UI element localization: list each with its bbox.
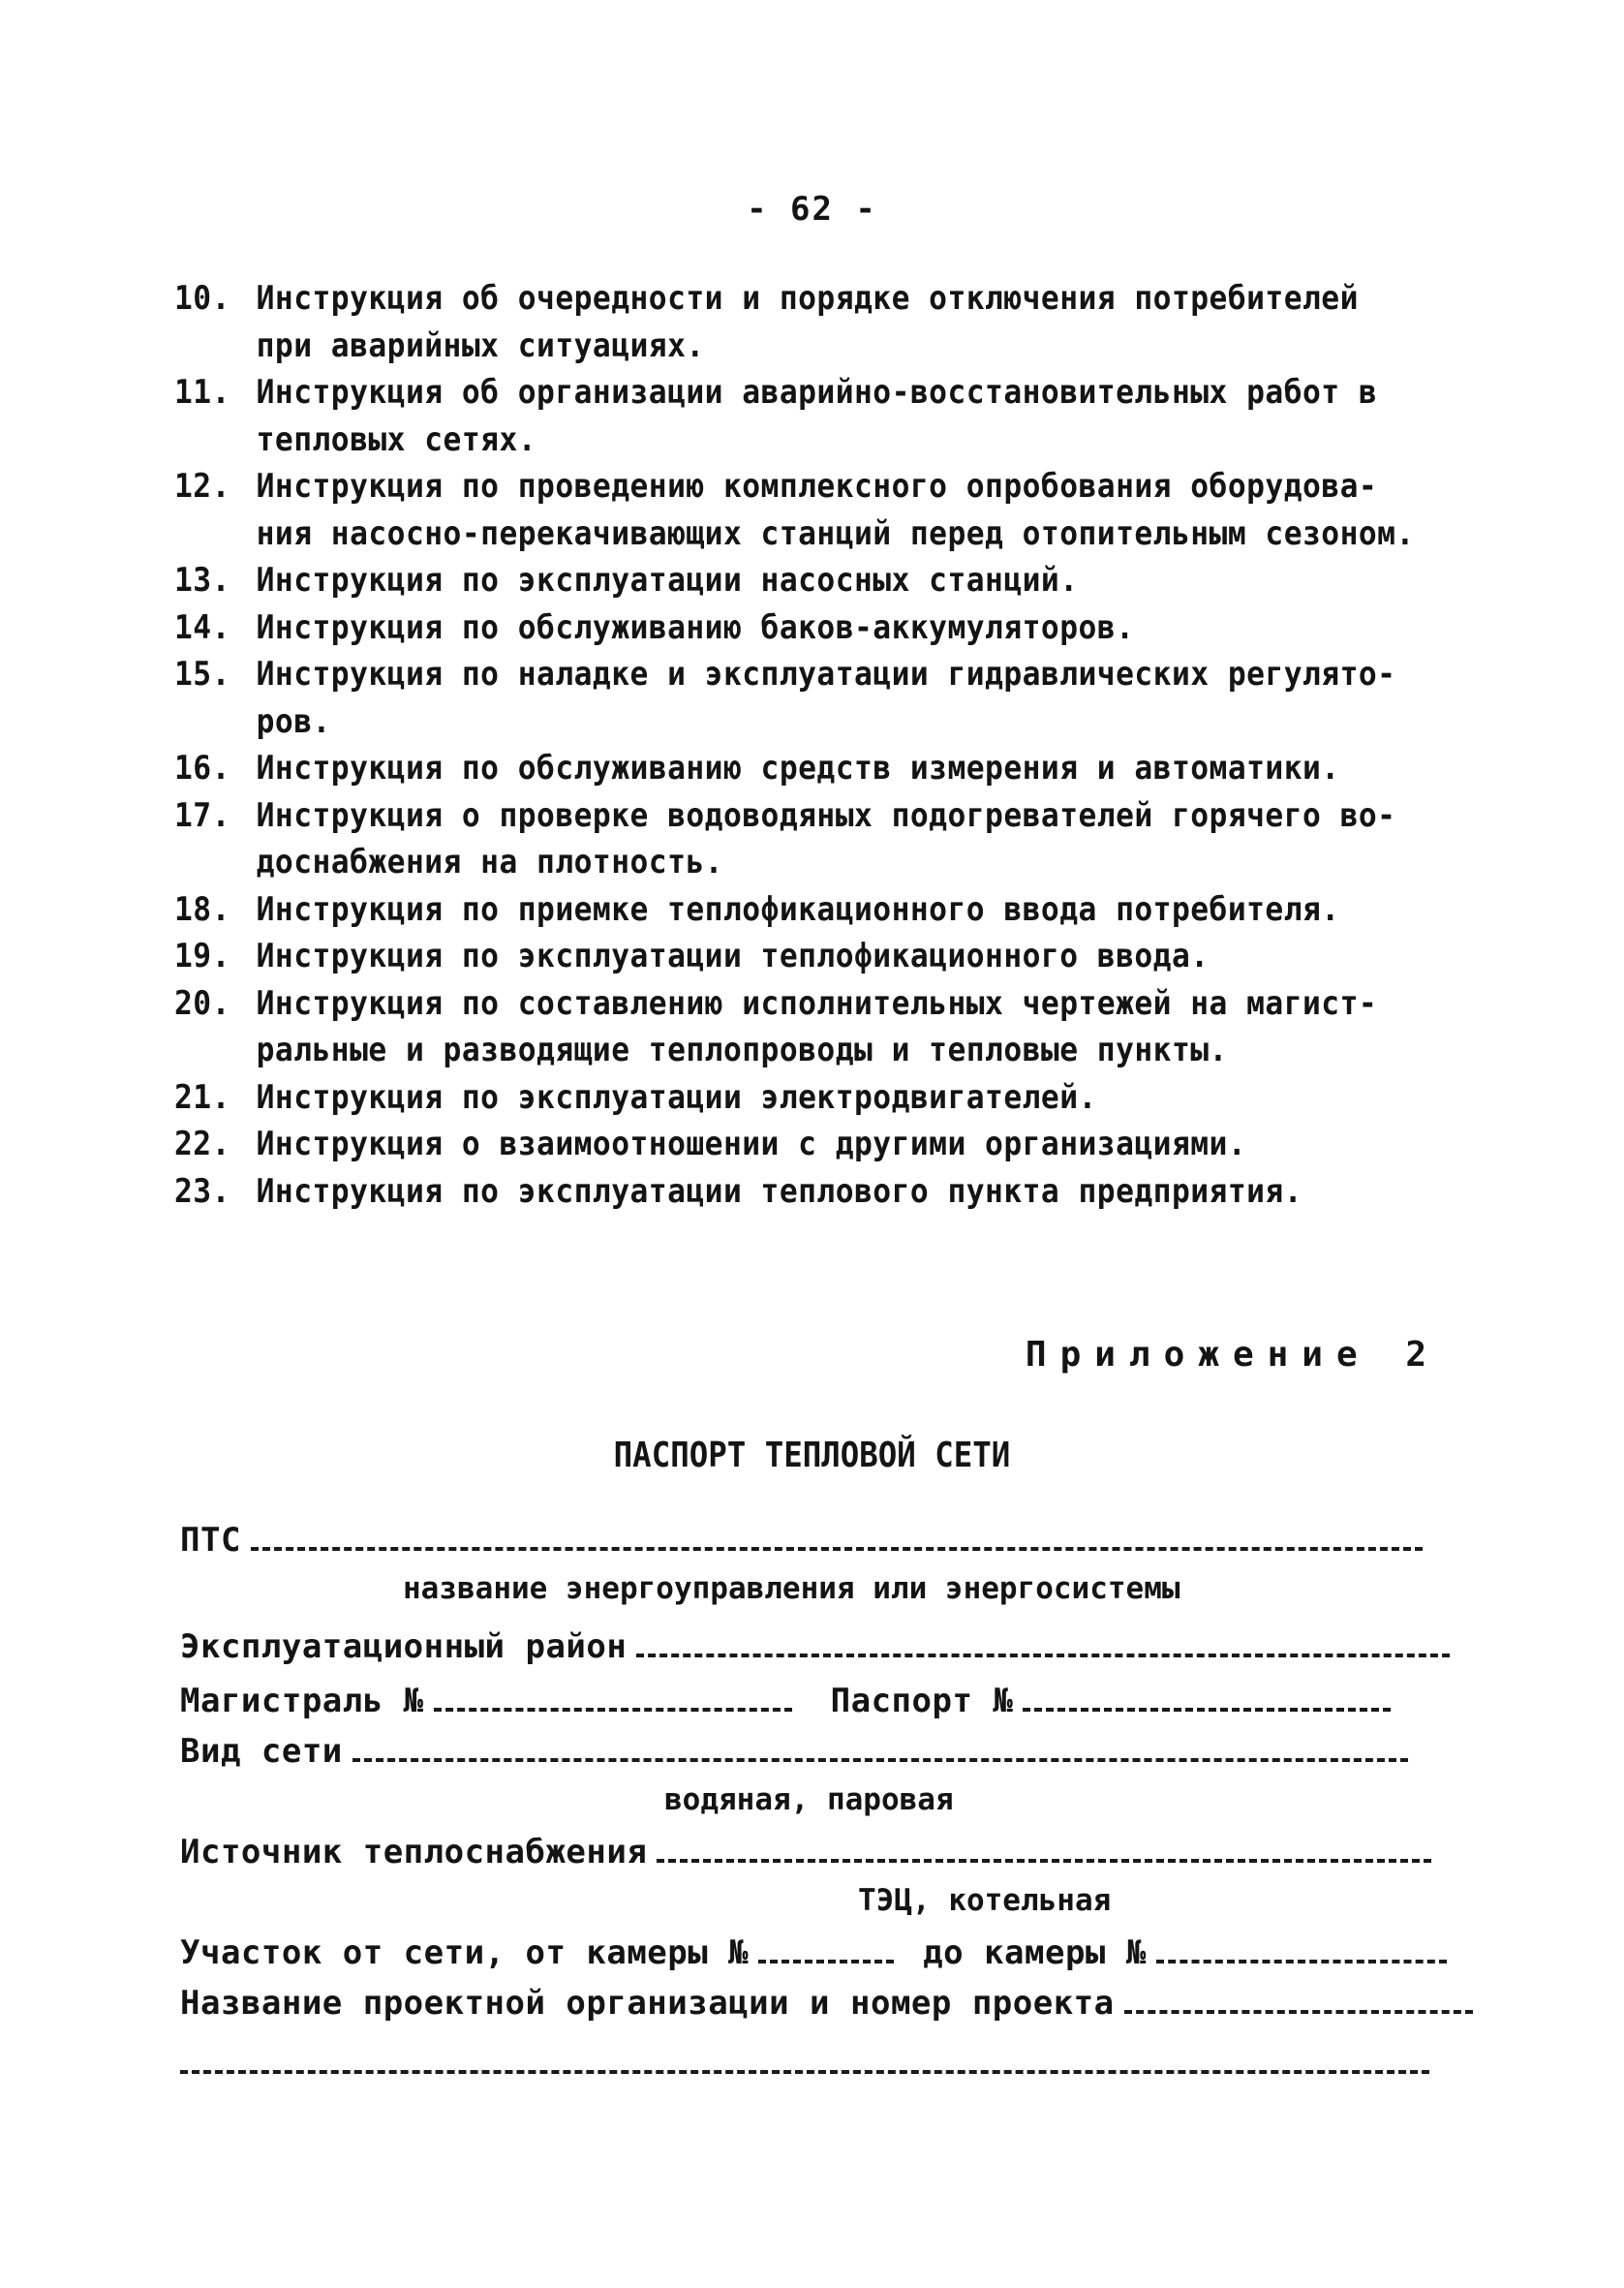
list-item xyxy=(174,557,1368,604)
list-item xyxy=(174,651,1396,745)
item-text: Инструкция по составлению исполнительных чертежей на магист- xyxy=(256,983,1378,1023)
list-item xyxy=(174,1121,1368,1168)
item-text: Инструкция о проверке водоводяных подогревателей горячего во- xyxy=(256,795,1396,835)
list-item xyxy=(174,1168,1368,1216)
item-text: Инструкция по эксплуатации теплофикационного ввода. xyxy=(256,937,1210,975)
page-number: - 62 - xyxy=(747,190,877,229)
network-type-caption: водяная, паровая xyxy=(664,1782,954,1817)
form-title: ПАСПОРТ ТЕПЛОВОЙ СЕТИ xyxy=(613,1436,1011,1475)
appendix-label: Приложение 2 xyxy=(1025,1335,1440,1375)
item-number: 20. xyxy=(174,983,230,1023)
pts-caption: название энергоуправления или энергосистемы xyxy=(403,1571,1180,1606)
source-caption: ТЭЦ, котельная xyxy=(858,1883,1112,1918)
item-number: 13. xyxy=(174,561,230,600)
design-org-label: Название проектной организации и номер проекта xyxy=(180,1984,1115,2023)
from-chamber-field[interactable] xyxy=(758,1960,894,1963)
instruction-list xyxy=(174,275,1472,1215)
network-type-label: Вид сети xyxy=(180,1732,343,1771)
item-number: 16. xyxy=(174,749,230,788)
pts-label: ПТС xyxy=(180,1521,241,1560)
design-org-continuation-row xyxy=(180,2044,1429,2083)
item-text: Инструкция по эксплуатации электродвигателей. xyxy=(256,1077,1097,1117)
list-item xyxy=(174,745,1368,792)
item-text-continued: доснабжения на плотность. xyxy=(256,843,723,881)
design-org-field-continued[interactable] xyxy=(180,2070,1429,2074)
district-label: Эксплуатационный район xyxy=(180,1627,628,1666)
network-type-row xyxy=(180,1732,1408,1771)
item-number: 15. xyxy=(174,655,230,694)
item-text: Инструкция по приемке теплофикационного ввода потребителя. xyxy=(256,889,1340,929)
to-chamber-label: до камеры № xyxy=(923,1933,1147,1972)
design-org-row xyxy=(180,1984,1473,2023)
item-number: 14. xyxy=(174,607,230,647)
item-text: Инструкция об организации аварийно-восстановительных работ в xyxy=(256,373,1378,412)
item-text-continued: ров. xyxy=(256,701,331,741)
list-item xyxy=(174,933,1368,980)
main-passport-row xyxy=(180,1682,1391,1720)
item-number: 10. xyxy=(174,279,230,318)
pts-field[interactable] xyxy=(251,1547,1423,1551)
list-item xyxy=(174,980,1378,1074)
list-item xyxy=(174,463,1415,557)
design-org-field[interactable] xyxy=(1124,2010,1473,2014)
item-number: 21. xyxy=(174,1077,230,1117)
to-chamber-field[interactable] xyxy=(1156,1960,1447,1963)
item-text: Инструкция по обслуживанию баков-аккумуляторов. xyxy=(256,607,1135,647)
list-item xyxy=(174,1074,1368,1122)
list-item xyxy=(174,604,1368,652)
item-number: 11. xyxy=(174,373,230,412)
item-text: Инструкция по проведению комплексного опробования оборудова- xyxy=(256,467,1378,506)
item-number: 22. xyxy=(174,1125,230,1163)
item-number: 19. xyxy=(174,937,230,975)
source-field[interactable] xyxy=(657,1859,1431,1863)
main-label: Магистраль № xyxy=(180,1682,424,1720)
item-text-continued: ральные и разводящие теплопроводы и тепловые пункты. xyxy=(256,1031,1228,1069)
district-field[interactable] xyxy=(636,1654,1450,1657)
item-text: Инструкция о взаимоотношении с другими организациями. xyxy=(256,1125,1247,1163)
list-item xyxy=(174,886,1368,934)
source-row xyxy=(180,1833,1431,1871)
passport-field[interactable] xyxy=(1023,1708,1391,1712)
item-text-continued: при аварийных ситуациях. xyxy=(256,325,705,365)
section-row xyxy=(180,1933,1447,1972)
item-text-continued: тепловых сетях. xyxy=(256,419,537,459)
item-text: Инструкция по эксплуатации насосных станций. xyxy=(256,561,1079,600)
passport-label: Паспорт № xyxy=(830,1682,1014,1720)
item-number: 17. xyxy=(174,795,230,835)
item-number: 23. xyxy=(174,1171,230,1211)
main-field[interactable] xyxy=(434,1708,792,1712)
source-label: Источник теплоснабжения xyxy=(180,1833,648,1871)
section-label: Участок от сети, от камеры № xyxy=(180,1933,750,1972)
network-type-field[interactable] xyxy=(352,1758,1408,1762)
item-text: Инструкция по обслуживанию средств измерения и автоматики. xyxy=(256,749,1340,788)
list-item xyxy=(174,275,1368,369)
district-row xyxy=(180,1627,1450,1666)
list-item xyxy=(174,369,1378,463)
item-number: 12. xyxy=(174,467,230,506)
item-text: Инструкция по эксплуатации теплового пункта предприятия. xyxy=(256,1171,1303,1211)
item-text: Инструкция по наладке и эксплуатации гидравлических регулято- xyxy=(256,655,1396,694)
item-text: Инструкция об очередности и порядке отключения потребителей xyxy=(256,279,1359,318)
item-number: 18. xyxy=(174,889,230,929)
pts-row xyxy=(180,1521,1423,1560)
item-text-continued: ния насосно-перекачивающих станций перед отопительным сезоном. xyxy=(256,513,1415,553)
list-item xyxy=(174,792,1396,886)
